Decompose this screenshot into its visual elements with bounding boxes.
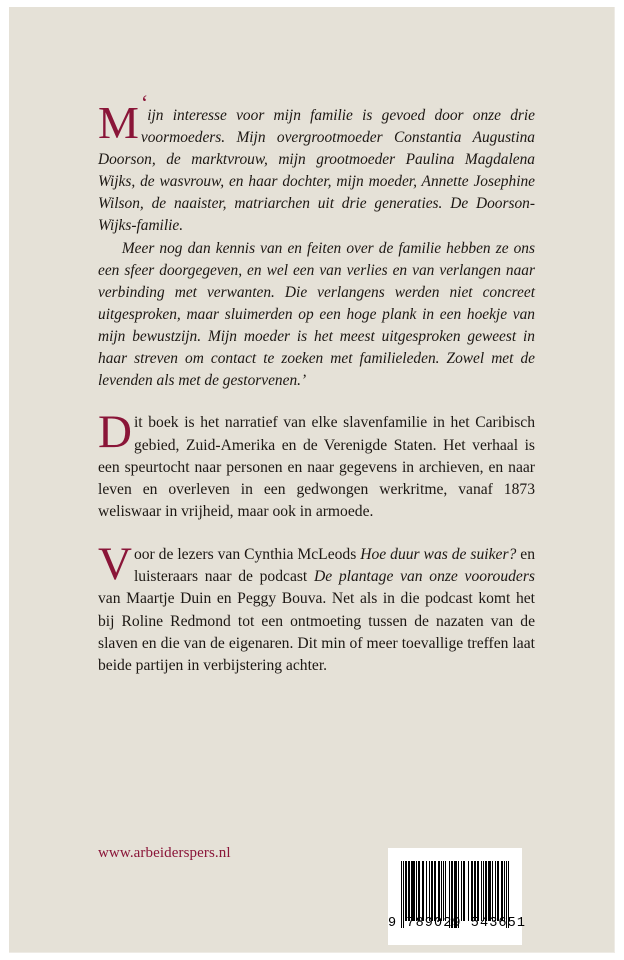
quote-paragraph-2: Meer nog dan kennis van en feiten over de familie hebben ze ons een sfeer doorgegeven, en wel een van verlies en van verlangen naar verbinding met verwanten. Die verlangens werden niet concreet uitgesproken, maar sluimerden op een hoge plank in een hoekje van mijn bewustzijn. Mijn moeder is het meest uitgesproken geweest in haar streven om contact te zoeken met familieleden. Zowel met de levenden als met de gestorvenen.’ (98, 239, 535, 390)
dropcap-v: V (98, 537, 132, 590)
quote-paragraph-1: ijn interesse voor mijn familie is gevoed door onze drie voormoeders. Mijn overgrootmoeder Constantia Augustina Doorson, de marktvrouw, mijn grootmoeder Paulina Magdalena Wijks, de wasvrouw, en haar dochter, mijn moeder, Annette Josephine Wilson, de naaister, matriarchen uit drie generaties. De Doorson-Wijks-familie. (98, 107, 535, 235)
barcode-digits: 9 789029 543651 (388, 916, 527, 931)
body-segment-3: van Maartje Duin en Peggy Bouva. Net als in die podcast komt het bij Roline Redmond tot een ontmoeting tussen de nazaten van de slaven en die van de eigenaren. Dit min of meer toevallige treffen laat beide partijen in verbijstering achter. (98, 590, 535, 675)
open-quote-mark: ‘ (140, 90, 149, 115)
barcode (388, 848, 527, 945)
book-title-hoe-duur-was-de-suiker: Hoe duur was de suiker? (360, 545, 517, 563)
dropcap-d: D (98, 406, 132, 459)
blurb-text-column (98, 90, 535, 677)
body-paragraph-1: it boek is het narratief van elke slavenfamilie in het Caribisch gebied, Zuid-Amerika en de Verenigde Staten. Het verhaal is een speurtocht naar personen en naar gegevens in archieven, en naar leven en overleven in een gedwongen werkritme, vanaf 1873 weliswaar in vrijheid, maar ook in armoede. (98, 414, 535, 521)
blurb-quote-block (98, 90, 535, 392)
book-back-cover (9, 7, 615, 953)
blurb-body-block-2 (98, 537, 535, 678)
body-segment-1: oor de lezers van Cynthia McLeods (133, 545, 361, 563)
dropcap-m: M (98, 97, 139, 148)
podcast-title-de-plantage-van-onze-voorouders: De plantage van onze voorouders (313, 568, 535, 585)
body-segment-2: en luisteraars naar de podcast (133, 545, 535, 585)
barcode-bars (401, 861, 509, 921)
publisher-url[interactable]: www.arbeiderspers.nl (98, 845, 231, 861)
blurb-body-block-1 (98, 406, 535, 523)
